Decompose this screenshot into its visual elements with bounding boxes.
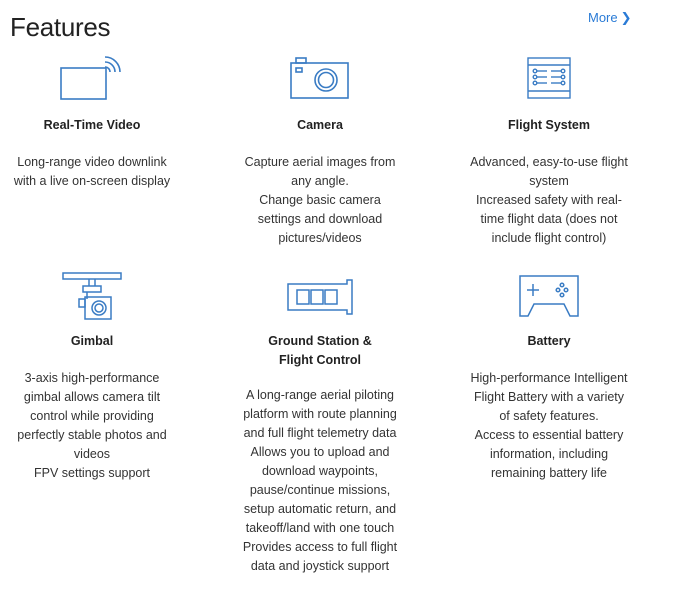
feature-title: Ground Station & Flight Control	[268, 334, 372, 367]
feature-title: Flight System	[508, 118, 590, 132]
feature-description: Long-range video downlink with a live on-screen display	[13, 155, 171, 188]
feature-title: Gimbal	[70, 334, 114, 348]
feature-ground-station	[230, 272, 410, 576]
feature-description: High-performance Intelligent Flight Battery with a variety of safety features. Access to essential battery information, including remaining battery life	[470, 371, 628, 480]
feature-description: 3-axis high-performance gimbal allows camera tilt control while providing perfectly stable photos and videos FPV settings support	[17, 371, 167, 480]
feature-real-time-video	[2, 56, 182, 191]
chevron-right-icon: ❯	[620, 10, 632, 25]
feature-title: Real-Time Video	[43, 118, 141, 132]
feature-title: Battery	[527, 334, 571, 348]
more-link[interactable]	[588, 10, 632, 26]
gimbal-icon	[2, 272, 182, 326]
feature-title: Camera	[297, 118, 343, 132]
feature-description: A long-range aerial piloting platform with route planning and full flight telemetry data Allows you to upload and download waypoints, pause/continue missions, setup automatic return, and takeoff/land with one touch Provides access to full flight data and joystick support	[242, 388, 398, 573]
flight-system-icon	[459, 56, 639, 110]
ground-station-icon	[230, 272, 410, 326]
page-title: Features	[10, 12, 111, 42]
feature-camera	[230, 56, 410, 248]
more-label: More	[588, 10, 618, 25]
feature-battery	[459, 272, 639, 483]
feature-flight-system	[459, 56, 639, 248]
realtime-video-icon	[2, 56, 182, 110]
battery-controller-icon	[459, 272, 639, 326]
feature-description: Advanced, easy-to-use flight system Increased safety with real- time flight data (does not include flight control)	[470, 155, 628, 245]
feature-description: Capture aerial images from any angle. Change basic camera settings and download pictures/videos	[244, 155, 396, 245]
camera-icon	[230, 56, 410, 110]
feature-gimbal	[2, 272, 182, 483]
